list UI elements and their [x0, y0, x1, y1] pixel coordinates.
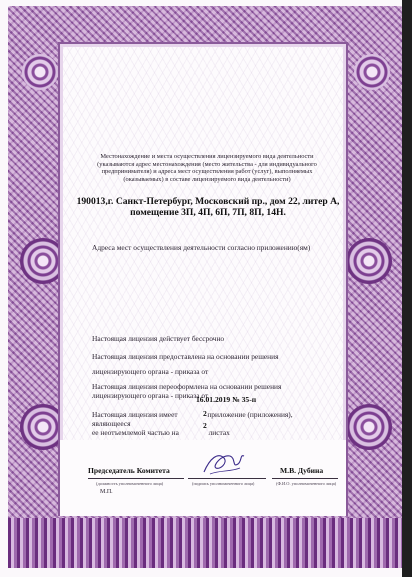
signatory-name: М.В. Дубина [280, 466, 324, 475]
basis-text-line-1: Настоящая лицензия предоставлена на основании решения [92, 352, 279, 361]
ornament-rosette [22, 54, 58, 90]
caption-position: (должность уполномоченного лица) [96, 481, 164, 486]
ornament-rosette [346, 404, 392, 450]
appendix-text-part-2: приложение (приложения), являющееся [92, 410, 293, 428]
handwritten-signature [200, 448, 246, 480]
sheets-count: 2 [203, 421, 207, 430]
appendix-text-part-4: листах [208, 428, 230, 437]
address-line-1: 190013,г. Санкт-Петербург, Московский пр., дом 22, литер А, [76, 196, 340, 207]
location-header: Местонахождение и места осуществления лицензируемого вида деятельности (указываются адрес местонахождения (место жительства - для индивидуального предпринимателя) и адреса мест осуществления работ (услуг), выполняемых (оказываемых) в составе лицензируемого вида деятельности) [97, 153, 317, 183]
basis-text [92, 352, 330, 376]
scan-edge [402, 0, 412, 577]
appendix-text-part-1: Настоящая лицензия имеет [92, 410, 178, 419]
position-line [88, 478, 184, 479]
bottom-ornament-band [8, 518, 402, 568]
activity-addresses-text: Адреса мест осуществления деятельности согласно приложению(ям) [92, 243, 311, 252]
signature-line [188, 478, 266, 479]
address-line-2: помещение 3П, 4П, 6П, 7П, 8П, 14Н. [130, 207, 286, 218]
appendix-count: 2 [203, 409, 207, 418]
reissue-text-line-2: лицензирующего органа - приказа от [92, 391, 209, 400]
reissue-order-number: 16.01.2019 № 35-п [196, 395, 257, 404]
caption-name: (Ф.И.О. уполномоченного лица) [276, 481, 337, 486]
name-line [272, 478, 338, 479]
address-block [60, 196, 356, 218]
basis-text-line-2: лицензирующего органа - приказа от [92, 367, 209, 376]
appendix-text [92, 410, 330, 437]
ornament-rosette [346, 238, 392, 284]
appendix-text-part-3: ее неотъемлемой частью на [92, 428, 179, 437]
reissue-text-line-1: Настоящая лицензия переоформлена на основании решения [92, 382, 282, 391]
signatory-title: Председатель Комитета [88, 466, 170, 475]
validity-text: Настоящая лицензия действует бессрочно [92, 334, 225, 343]
stamp-label: М.П. [100, 489, 113, 495]
caption-signature: (подпись уполномоченного лица) [192, 481, 255, 486]
ornament-rosette [354, 54, 390, 90]
